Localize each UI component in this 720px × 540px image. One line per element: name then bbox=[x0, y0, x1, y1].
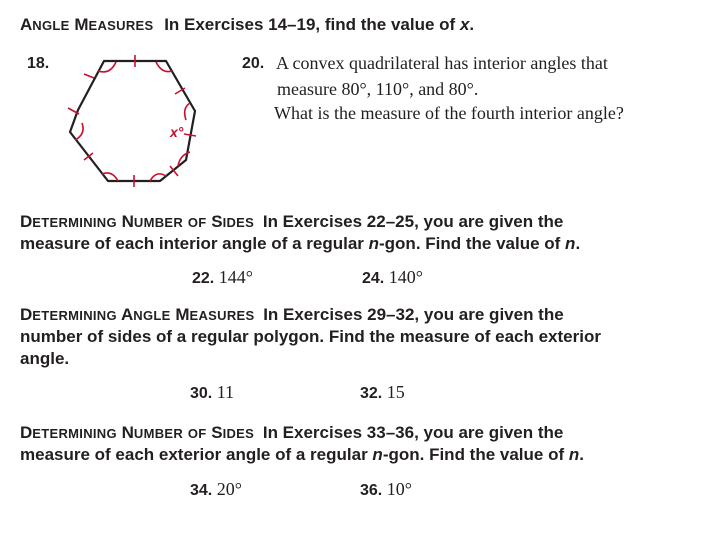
exercise-36: 36. 10° bbox=[360, 479, 412, 499]
section-title: DETERMINING NUMBER OF SIDES bbox=[20, 212, 255, 231]
angle-label-x: x° bbox=[170, 124, 184, 140]
exercise-text-line: measure 80°, 110°, and 80°. bbox=[277, 79, 479, 99]
exercise-text-line: What is the measure of the fourth interior angle? bbox=[274, 103, 624, 123]
section-instruction: In Exercises 33–36, you are given the bbox=[262, 423, 564, 442]
section-heading-number-of-sides-exterior bbox=[20, 422, 563, 445]
section-title: ANGLE MEASURES bbox=[20, 15, 154, 34]
section-instruction: In Exercises 22–25, you are given the bbox=[262, 212, 564, 231]
exercise-22: 22. 144° bbox=[192, 267, 253, 287]
exercise-text-line: A convex quadrilateral has interior angles that bbox=[276, 53, 608, 73]
section-heading-number-of-sides bbox=[20, 211, 563, 234]
heptagon-outline bbox=[70, 61, 195, 181]
heptagon-figure bbox=[60, 50, 220, 190]
section-instruction: In Exercises 14–19, find the value of x. bbox=[164, 15, 475, 34]
section-instruction-line: angle. bbox=[20, 349, 70, 368]
exercise-24: 24. 140° bbox=[362, 267, 423, 287]
exercise-number: 18. bbox=[27, 55, 50, 72]
section-heading-angle-measures bbox=[20, 14, 474, 37]
section-instruction-line: measure of each interior angle of a regular n-gon. Find the value of n. bbox=[20, 234, 581, 253]
exercise-number: 20. bbox=[242, 55, 265, 72]
angle-arcs bbox=[75, 62, 190, 181]
exercise-30: 30. 11 bbox=[190, 382, 235, 402]
section-title: DETERMINING ANGLE MEASURES bbox=[20, 305, 255, 324]
section-instruction: In Exercises 29–32, you are given the bbox=[263, 305, 564, 324]
section-heading-determining-angle-measures bbox=[20, 304, 564, 327]
section-instruction-line: measure of each exterior angle of a regular n-gon. Find the value of n. bbox=[20, 445, 584, 464]
section-title: DETERMINING NUMBER OF SIDES bbox=[20, 423, 255, 442]
exercise-34: 34. 20° bbox=[190, 479, 242, 499]
exercise-32: 32. 15 bbox=[360, 382, 405, 402]
section-instruction-line: number of sides of a regular polygon. Find the measure of each exterior bbox=[20, 327, 601, 346]
